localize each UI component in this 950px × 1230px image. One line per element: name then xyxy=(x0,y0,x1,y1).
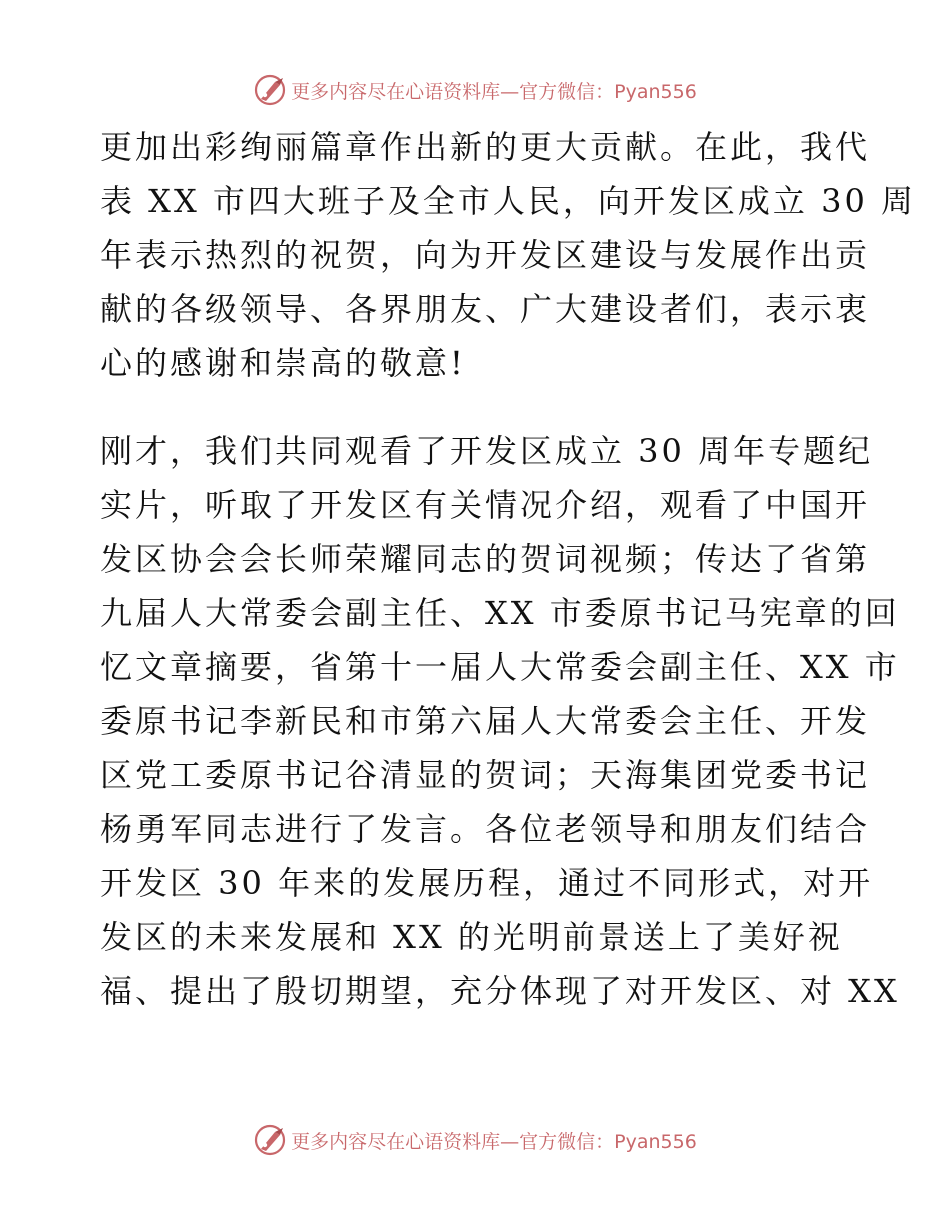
text-line: 九届人大常委会副主任、XX 市委原书记马宪章的回 xyxy=(100,594,900,632)
text-line: 委原书记李新民和市第六届人大常委会主任、开发 xyxy=(100,702,871,740)
document-body xyxy=(100,120,916,1018)
quill-pen-logo-icon xyxy=(253,1123,287,1157)
text-line: 发区的未来发展和 XX 的光明前景送上了美好祝 xyxy=(100,918,843,956)
banner-text: 更多内容尽在心语资料库—官方微信：Pyan556 xyxy=(291,1130,697,1153)
header-banner xyxy=(0,70,950,110)
paragraph-2 xyxy=(100,424,900,1018)
text-line: 刚才，我们共同观看了开发区成立 30 周年专题纪 xyxy=(100,432,874,470)
banner-text: 更多内容尽在心语资料库—官方微信：Pyan556 xyxy=(291,80,697,103)
text-line: 表 XX 市四大班子及全市人民，向开发区成立 30 周 xyxy=(100,182,916,220)
text-line: 年表示热烈的祝贺，向为开发区建设与发展作出贡 xyxy=(100,236,871,274)
footer-banner xyxy=(0,1120,950,1160)
text-line: 福、提出了殷切期望，充分体现了对开发区、对 XX xyxy=(100,972,900,1010)
text-line: 杨勇军同志进行了发言。各位老领导和朋友们结合 xyxy=(100,810,871,848)
text-line: 心的感谢和崇高的敬意! xyxy=(100,344,466,382)
paragraph-gap xyxy=(100,390,860,424)
text-line: 区党工委原书记谷清显的贺词；天海集团党委书记 xyxy=(100,756,871,794)
text-line: 更加出彩绚丽篇章作出新的更大贡献。在此，我代 xyxy=(100,128,871,166)
quill-pen-logo-icon xyxy=(253,73,287,107)
text-line: 发区协会会长师荣耀同志的贺词视频；传达了省第 xyxy=(100,540,871,578)
paragraph-1 xyxy=(100,120,916,390)
text-line: 开发区 30 年来的发展历程，通过不同形式，对开 xyxy=(100,864,874,902)
text-line: 献的各级领导、各界朋友、广大建设者们，表示衷 xyxy=(100,290,871,328)
text-line: 忆文章摘要，省第十一届人大常委会副主任、XX 市 xyxy=(100,648,900,686)
text-line: 实片，听取了开发区有关情况介绍，观看了中国开 xyxy=(100,486,871,524)
